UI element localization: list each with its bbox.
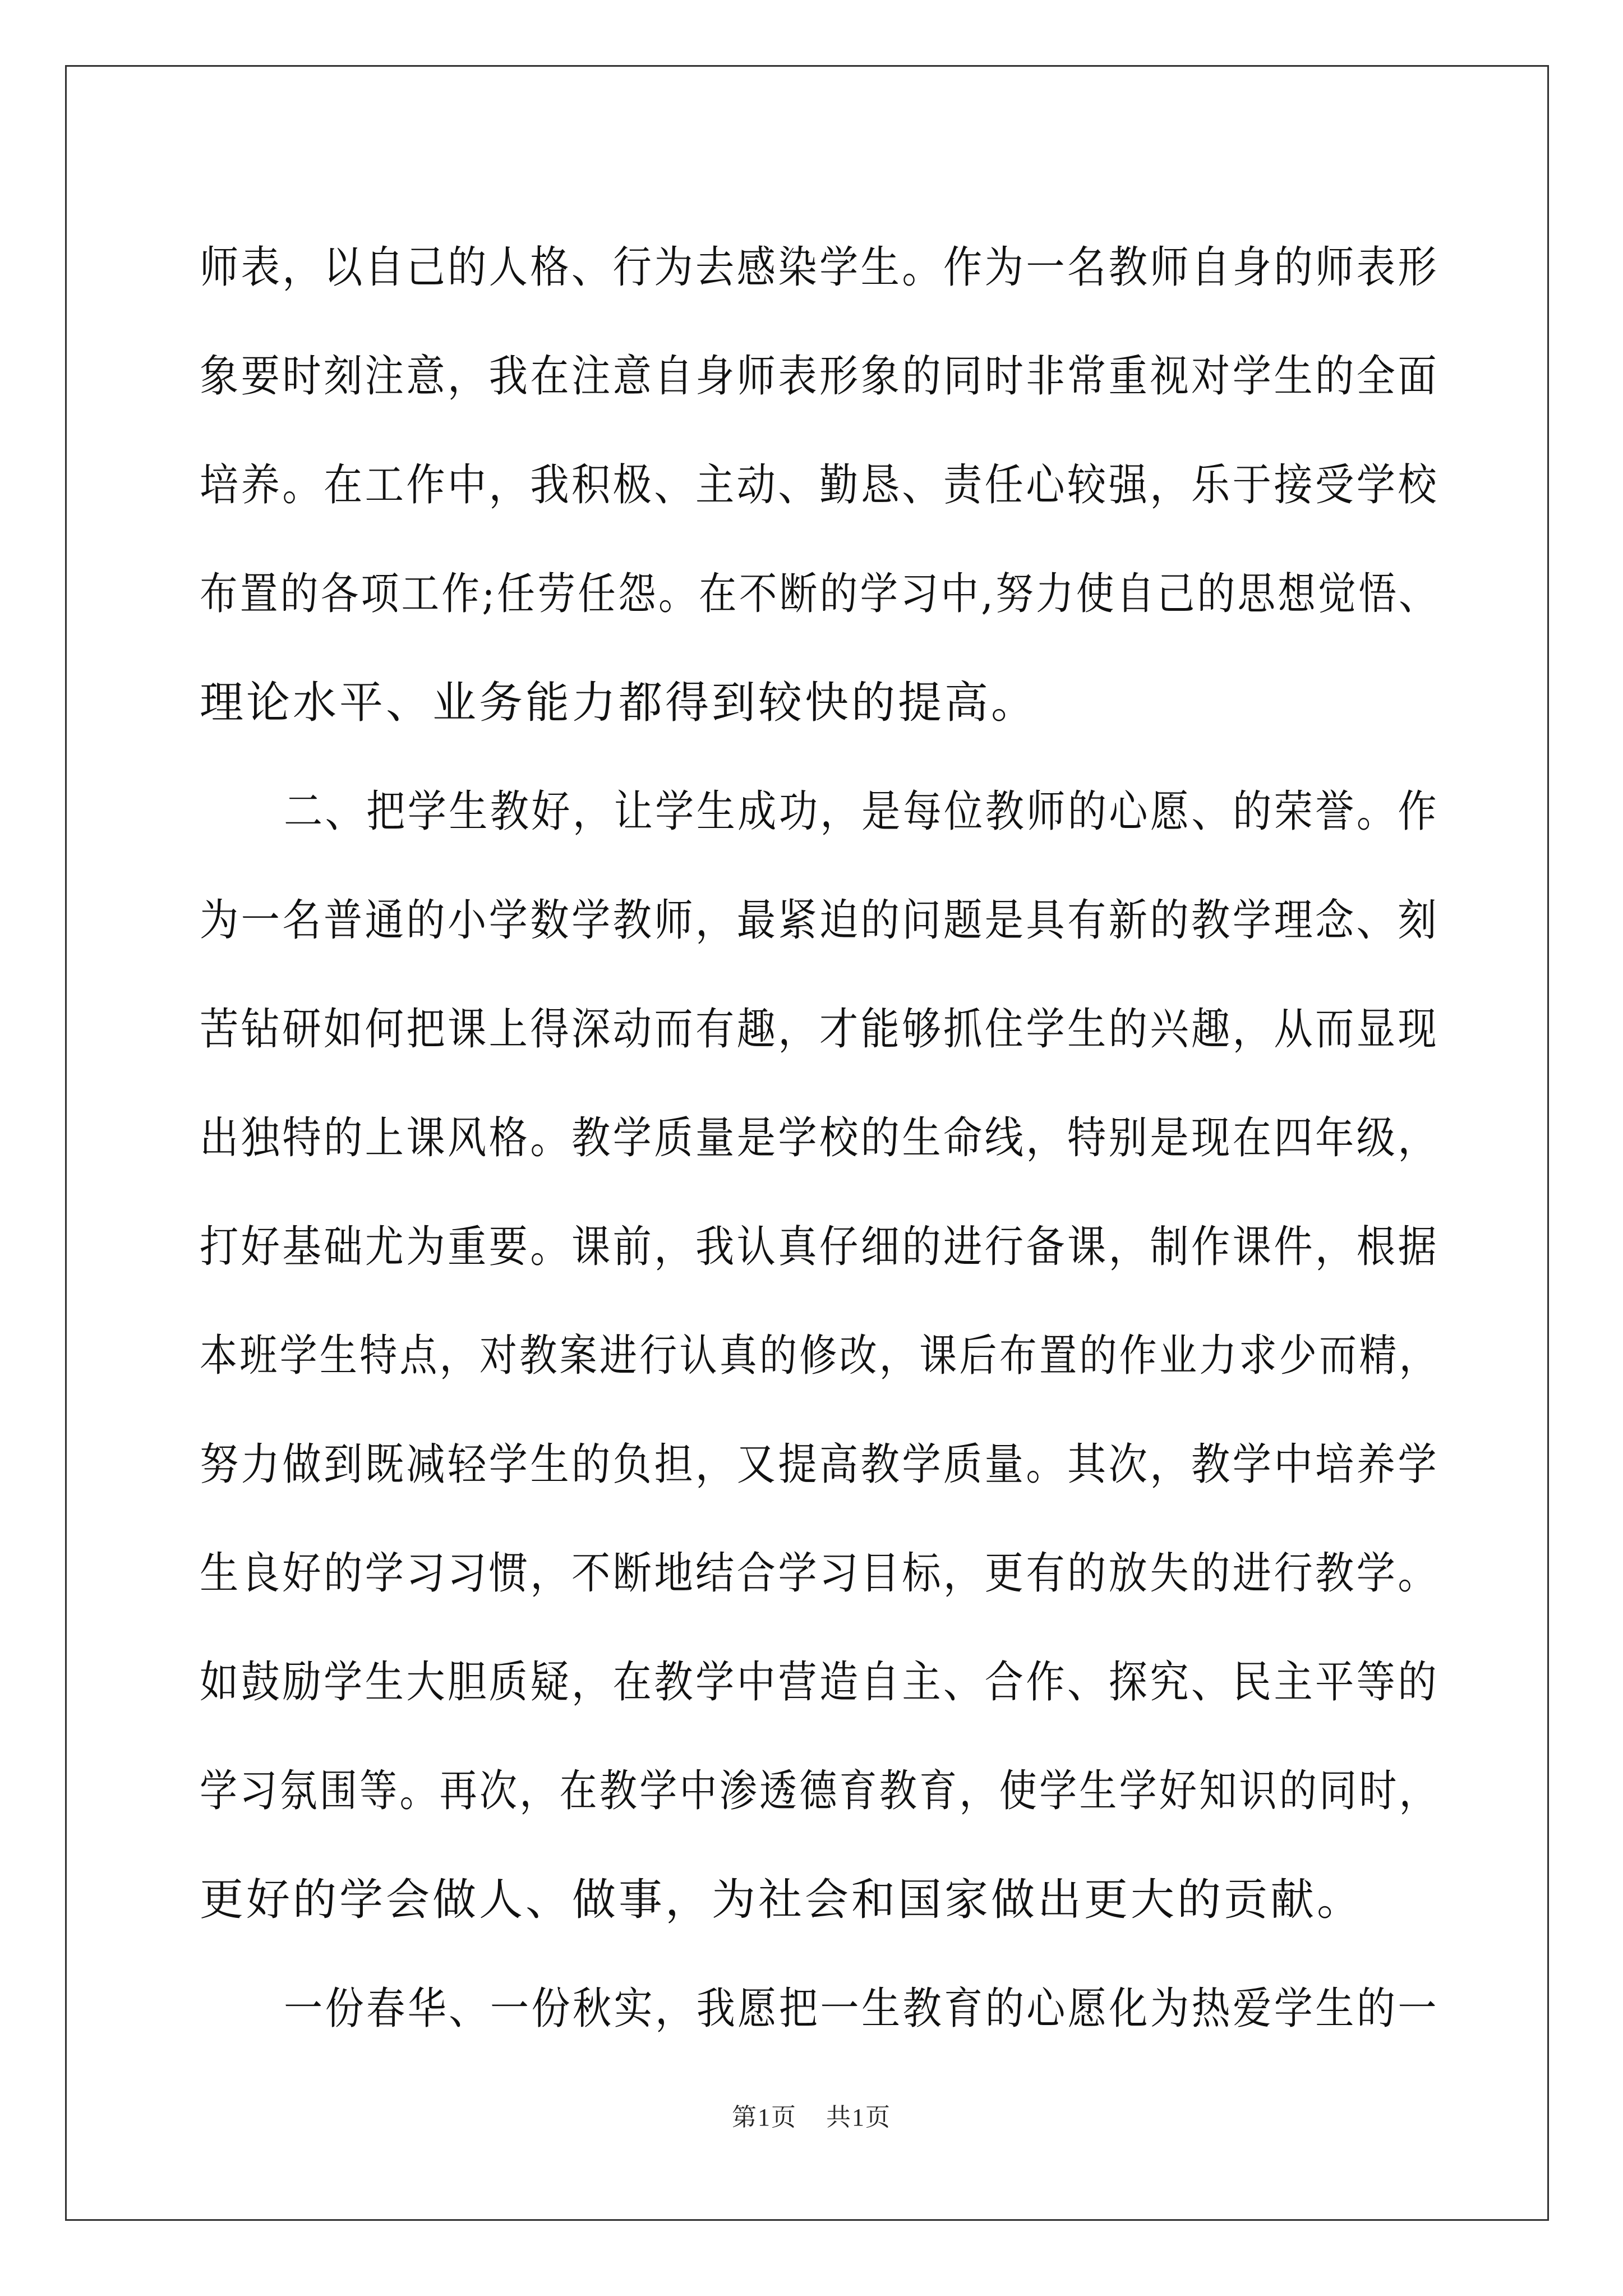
text-line: [200, 1410, 1439, 1519]
text-line-content: 苦钻研如何把课上得深动而有趣，才能够抓住学生的兴趣，从而显现: [200, 1004, 1439, 1055]
text-line-content: 师表，以自己的人格、行为去感染学生。作为一名教师自身的师表形: [200, 242, 1439, 293]
text-line-content: 如鼓励学生大胆质疑，在教学中营造自主、合作、探究、民主平等的: [200, 1657, 1439, 1708]
text-line-content: 本班学生特点，对教案进行认真的修改，课后布置的作业力求少而精，: [200, 1331, 1439, 1381]
document-body: [200, 213, 1439, 2063]
text-line: [200, 866, 1439, 975]
text-line-content: 一份春华、一份秋实，我愿把一生教育的心愿化为热爱学生的一: [284, 1984, 1439, 2034]
text-line: [200, 213, 1439, 322]
text-line: [200, 431, 1439, 540]
text-line: [200, 757, 1439, 866]
text-line-content: 理论水平、业务能力都得到较快的提高。: [200, 678, 1038, 728]
text-line-content: 努力做到既减轻学生的负担，又提高教学质量。其次，教学中培养学: [200, 1439, 1439, 1490]
text-line: [200, 322, 1439, 431]
text-line: [200, 1519, 1439, 1628]
text-line-content: 更好的学会做人、做事，为社会和国家做出更大的贡献。: [200, 1875, 1364, 1925]
text-line: [200, 540, 1439, 648]
text-line: [200, 1846, 1439, 1954]
text-line: [200, 1954, 1439, 2063]
text-line-content: 为一名普通的小学数学教师，最紧迫的问题是具有新的教学理念、刻: [200, 895, 1439, 946]
text-line-content: 学习氛围等。再次，在教学中渗透德育教育，使学生学好知识的同时，: [200, 1766, 1439, 1816]
page-number: 第1页: [732, 2104, 797, 2131]
text-line: [200, 1084, 1439, 1193]
text-line-content: 布置的各项工作;任劳任怨。在不断的学习中,努力使自己的思想觉悟、: [200, 569, 1439, 619]
text-line: [200, 1628, 1439, 1737]
text-line-content: 生良好的学习习惯，不断地结合学习目标，更有的放失的进行教学。: [200, 1548, 1439, 1599]
text-line-content: 象要时刻注意，我在注意自身师表形象的同时非常重视对学生的全面: [200, 351, 1439, 402]
text-line-content: 培养。在工作中，我积极、主动、勤恳、责任心较强，乐于接受学校: [200, 460, 1439, 510]
text-line: [200, 1737, 1439, 1846]
text-line: [200, 975, 1439, 1084]
text-line: [200, 1301, 1439, 1410]
text-line-content: 打好基础尤为重要。课前，我认真仔细的进行备课，制作课件，根据: [200, 1222, 1439, 1272]
page-footer: [0, 2097, 1623, 2133]
text-line-content: 出独特的上课风格。教学质量是学校的生命线，特别是现在四年级，: [200, 1113, 1439, 1163]
text-line: [200, 1193, 1439, 1301]
text-line-content: 二、把学生教好，让学生成功，是每位教师的心愿、的荣誉。作: [284, 786, 1439, 837]
text-line: [200, 648, 1439, 757]
page-total: 共1页: [826, 2104, 891, 2131]
